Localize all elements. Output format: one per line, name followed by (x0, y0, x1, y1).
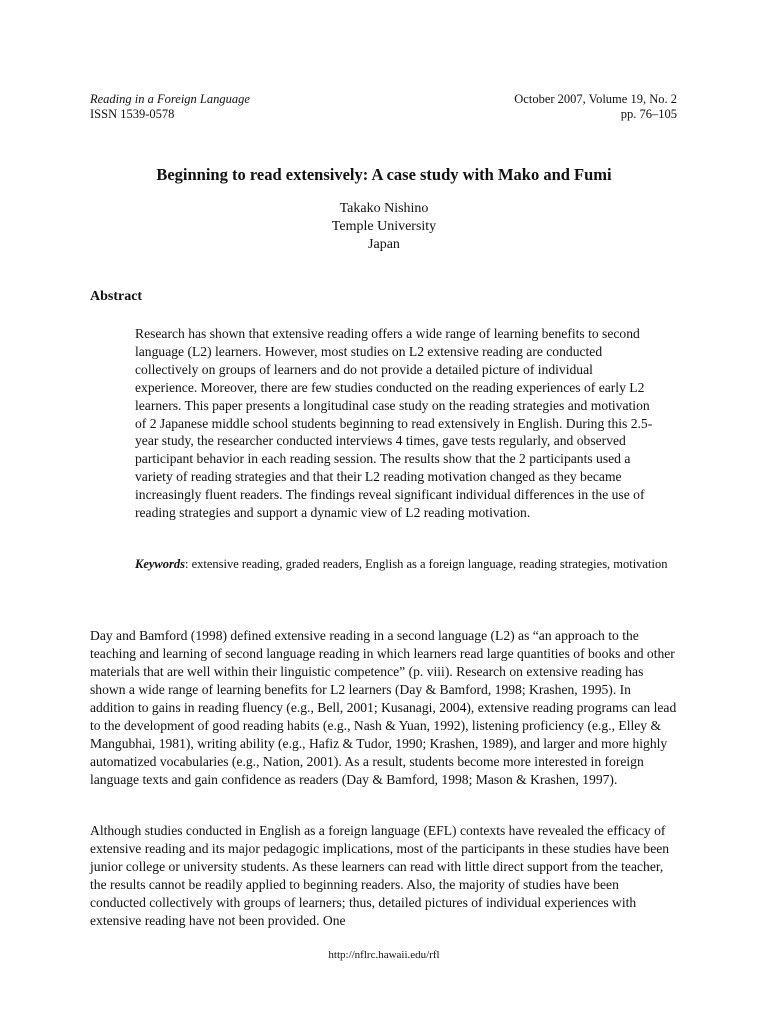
abstract-text: Research has shown that extensive reading offers a wide range of learning benefits to second language (L2) learners. However, most studies on L2 extensive reading are conducted collectively on groups of learners and do not provide a detailed picture of individual experience. Moreover, there are few studies conducted on the reading experiences of early L2 learners. This paper presents a longitudinal case study on the reading strategies and motivation of 2 Japanese middle school students beginning to read extensively in English. During this 2.5-year study, the researcher conducted interviews 4 times, gave tests regularly, and observed participant behavior in each reading session. The results show that the 2 participants used a variety of reading strategies and that their L2 reading motivation changed as they became increasingly fluent readers. The findings reveal significant individual differences in the use of reading strategies and support a dynamic view of L2 reading motivation. (135, 326, 653, 521)
body-paragraph-2: Although studies conducted in English as a foreign language (EFL) contexts have revealed the efficacy of extensive reading and its major pedagogic implications, most of the participants in these studies have been junior college or university students. As these learners can read with little direct support from the teacher, the results cannot be readily applied to beginning readers. Also, the majority of studies have been conducted collectively with groups of learners; thus, detailed pictures of individual experiences with extensive reading have not been provided. One (90, 823, 670, 928)
running-header-left (90, 92, 250, 122)
journal-name: Reading in a Foreign Language (90, 92, 250, 106)
keywords-label: Keywords (135, 557, 185, 571)
running-header-right (514, 92, 677, 122)
abstract-heading: Abstract (90, 289, 143, 304)
footer-url: http://nflrc.hawaii.edu/rfl (328, 949, 440, 961)
keywords (135, 556, 670, 574)
author-country: Japan (368, 237, 400, 252)
article-title: Beginning to read extensively: A case study with Mako and Fumi (156, 165, 612, 184)
page-range: pp. 76–105 (620, 107, 677, 121)
author-block (0, 200, 768, 254)
keywords-list: : extensive reading, graded readers, English as a foreign language, reading strategies, motivation (185, 557, 668, 571)
body-paragraph-1: Day and Bamford (1998) defined extensive reading in a second language (L2) as “an approach to the teaching and learning of second language reading in which learners read large quantities of books and other materials that are well within their linguistic competence” (p. viii). Research on extensive reading has shown a wide range of learning benefits for L2 learners (Day & Bamford, 1998; Krashen, 1995). In addition to gains in reading fluency (e.g., Bell, 2001; Kusanagi, 2004), extensive reading programs can lead to the development of good reading habits (e.g., Nash & Yuan, 1992), listening proficiency (e.g., Elley & Mangubhai, 1981), writing ability (e.g., Hafiz & Tudor, 1990; Krashen, 1989), and larger and more highly automatized vocabularies (e.g., Nation, 2001). As a result, students become more interested in foreign language texts and gain confidence as readers (Day & Bamford, 1998; Mason & Krashen, 1997). (90, 628, 677, 787)
issn: ISSN 1539-0578 (90, 107, 175, 121)
author-name: Takako Nishino (339, 201, 429, 216)
author-affiliation: Temple University (331, 219, 437, 234)
issue-info: October 2007, Volume 19, No. 2 (514, 92, 677, 106)
